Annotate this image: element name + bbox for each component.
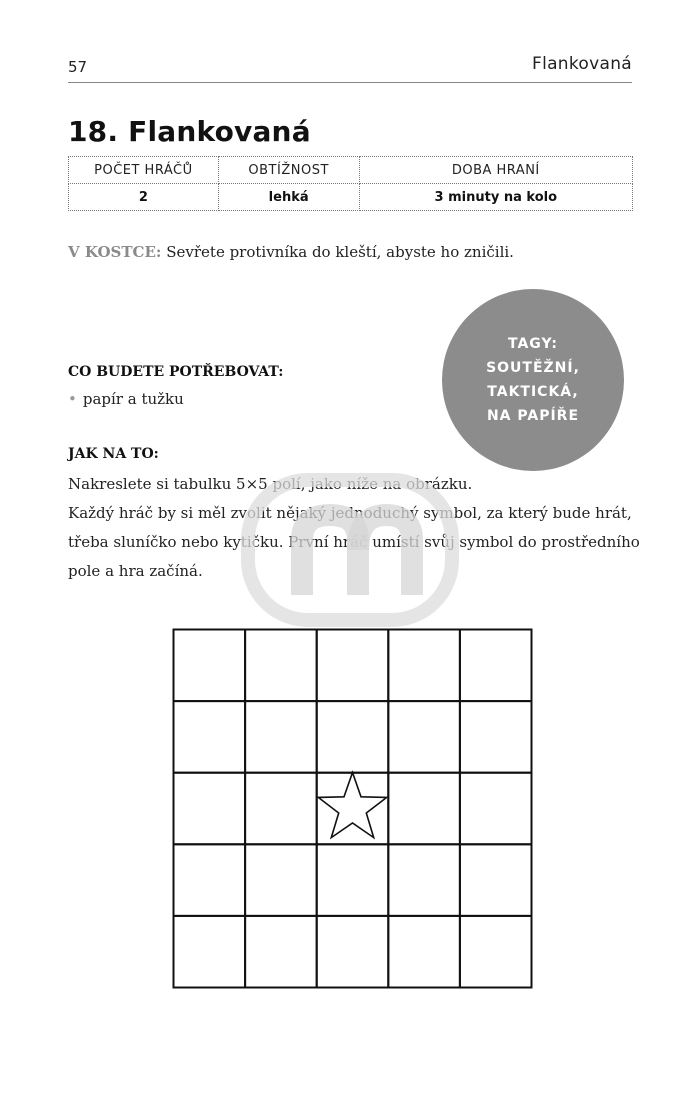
- needs-item-text: papír a tužku: [82, 390, 184, 408]
- game-grid: [172, 628, 533, 989]
- grid-cell: [388, 773, 460, 845]
- summary: [68, 243, 514, 261]
- grid-cell: [460, 916, 532, 988]
- grid-cell: [388, 630, 460, 702]
- tag-paper: NA PAPÍŘE: [486, 408, 580, 424]
- duration-header: DOBA HRANÍ: [359, 157, 632, 184]
- summary-label: V KOSTCE:: [68, 243, 162, 261]
- needs-item: [68, 390, 184, 408]
- publisher-watermark-icon: [240, 470, 460, 630]
- grid-cell: [245, 630, 317, 702]
- tags-badge: [442, 289, 624, 471]
- duration-value: 3 minuty na kolo: [359, 184, 632, 211]
- grid-cell: [245, 916, 317, 988]
- tag-competitive: SOUTĚŽNÍ,: [486, 360, 580, 376]
- tags-text: [458, 332, 608, 428]
- bullet-icon: •: [68, 390, 77, 408]
- howto-paragraph-1: Nakreslete si tabulku 5×5 polí, jako níže na obrázku.: [68, 475, 473, 493]
- tags-heading: TAGY:: [507, 336, 558, 352]
- header-title: Flankovaná: [531, 54, 632, 74]
- grid-cell: [245, 701, 317, 773]
- grid-cell: [460, 844, 532, 916]
- howto-paragraph-2: Každý hráč by si měl zvolit nějaký jednoduchý symbol, za který bude hrát, třeba sluníčko nebo kytičku. První hráč umístí svůj symbol do prostředního pole a hra začíná.: [68, 504, 640, 580]
- difficulty-value: lehká: [218, 184, 359, 211]
- grid-cell: [245, 773, 317, 845]
- grid-cell: [388, 916, 460, 988]
- grid-cell: [460, 630, 532, 702]
- game-info-table: [68, 156, 633, 211]
- grid-cell: [460, 701, 532, 773]
- difficulty-header: OBTÍŽNOST: [218, 157, 359, 184]
- grid-cell: [317, 916, 389, 988]
- needs-heading: CO BUDETE POTŘEBOVAT:: [68, 364, 284, 380]
- tag-tactical: TAKTICKÁ,: [487, 384, 579, 400]
- summary-text: Sevřete protivníka do kleští, abyste ho zničili.: [161, 243, 514, 261]
- grid-cell: [174, 630, 246, 702]
- grid-cell: [174, 773, 246, 845]
- grid-cell: [460, 773, 532, 845]
- players-header: POČET HRÁČŮ: [69, 157, 219, 184]
- page-number: 57: [68, 58, 88, 76]
- needs-list: [68, 390, 184, 408]
- grid-cell: [317, 844, 389, 916]
- grid-cell: [174, 701, 246, 773]
- star-icon: [318, 773, 386, 838]
- grid-cell: [388, 844, 460, 916]
- grid-cell: [388, 701, 460, 773]
- howto-heading: JAK NA TO:: [68, 446, 159, 462]
- grid-cell: [174, 844, 246, 916]
- grid-cell: [317, 630, 389, 702]
- running-header: [68, 52, 632, 83]
- info-table-header-row: [69, 157, 633, 184]
- game-title: 18. Flankovaná: [68, 115, 311, 148]
- grid-cell: [174, 916, 246, 988]
- grid-cell: [317, 701, 389, 773]
- grid-cell: [245, 844, 317, 916]
- info-table-value-row: [69, 184, 633, 211]
- players-value: 2: [69, 184, 219, 211]
